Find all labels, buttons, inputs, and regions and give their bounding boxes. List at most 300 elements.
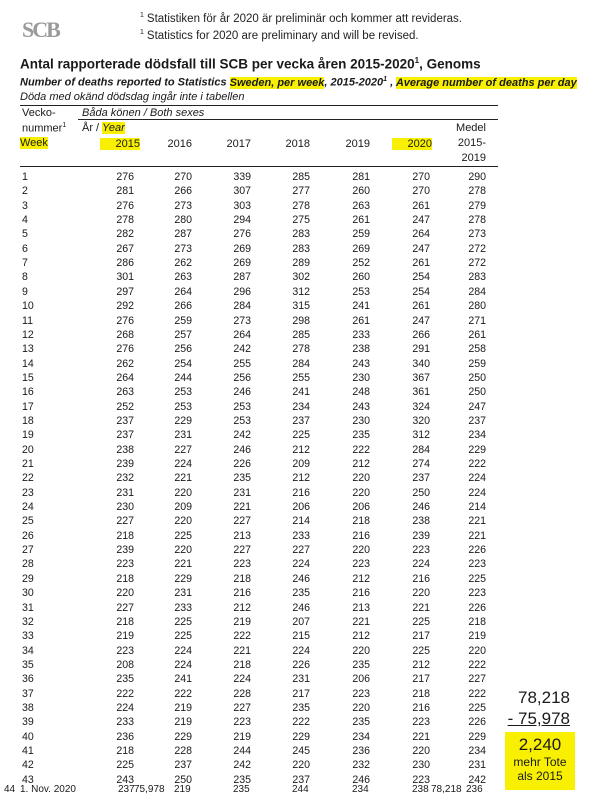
deaths-2015: 239 (116, 458, 134, 470)
deaths-2019: 212 (352, 630, 370, 643)
deaths-2020: 247 (412, 242, 430, 255)
week-number: 23 (22, 486, 34, 499)
deaths-2016: 220 (174, 515, 192, 528)
deaths-2018: 255 (292, 371, 310, 384)
deaths-2015: 220 (116, 587, 134, 600)
deaths-2017: 242 (233, 759, 251, 772)
deaths-2017: 242 (233, 429, 251, 442)
difference-label-2: als 2015 (517, 769, 563, 783)
deaths-2020: 218 (412, 687, 430, 700)
deaths-average: 221 (468, 529, 486, 542)
table-row (0, 372, 600, 386)
deaths-2016: 224 (174, 658, 192, 671)
deaths-2016: 259 (174, 314, 192, 327)
deaths-2020: 221 (412, 730, 430, 743)
deaths-2016: 254 (174, 357, 192, 370)
week-number: 38 (22, 701, 34, 714)
footnote-english: $^1$ Statistics for 2020 are preliminary and will be revised. (140, 29, 419, 42)
table-row (0, 602, 600, 616)
week-number: 42 (22, 759, 34, 772)
deaths-average: 258 (468, 343, 486, 356)
table-row (0, 487, 600, 501)
deaths-2016: 233 (174, 601, 192, 614)
medel-header-2: 2015- (457, 137, 486, 149)
deaths-2017: 253 (233, 414, 251, 427)
table-row (0, 429, 600, 443)
difference-label-1: mehr Tote (513, 755, 567, 769)
deaths-2020: 212 (412, 658, 430, 671)
deaths-average: 250 (468, 386, 486, 399)
deaths-2016: 209 (174, 501, 192, 514)
deaths-average: 250 (468, 371, 486, 384)
week-number: 43 (22, 773, 34, 786)
deaths-2017: 296 (233, 285, 251, 298)
week-number: 32 (22, 615, 34, 628)
header-bottom-rule (20, 166, 498, 167)
week-number: 10 (22, 300, 34, 313)
year-2020-header: 2020 (392, 138, 432, 150)
deaths-average: 273 (468, 228, 486, 241)
deaths-2020: 237 (412, 472, 430, 485)
deaths-2015: 225 (116, 759, 134, 772)
deaths-average: 223 (468, 558, 486, 571)
table-row (0, 228, 600, 242)
deaths-2017: 213 (233, 529, 251, 542)
last-row-2019: 234 (352, 784, 369, 795)
week-number: 12 (22, 328, 34, 341)
deaths-average: 221 (468, 515, 486, 528)
deaths-2019: 230 (352, 414, 370, 427)
deaths-average: 279 (468, 199, 486, 212)
calc-total-2015: - 75,978 (507, 709, 570, 728)
deaths-2016: 220 (174, 486, 192, 499)
deaths-2020: 217 (412, 673, 430, 686)
sexes-rule (78, 119, 498, 120)
deaths-2020: 266 (412, 328, 430, 341)
week-number: 13 (22, 343, 34, 356)
deaths-2017: 303 (233, 199, 251, 212)
difference-value: 2,240 (518, 735, 562, 754)
deaths-2018: 235 (292, 587, 310, 600)
deaths-2020: 264 (412, 228, 430, 241)
deaths-2017: 235 (233, 472, 251, 485)
deaths-2020: 223 (412, 544, 430, 557)
deaths-2016: 273 (174, 199, 192, 212)
deaths-2015: 208 (116, 658, 134, 671)
deaths-2017: 228 (233, 687, 251, 700)
deaths-2019: 216 (352, 529, 370, 542)
deaths-2018: 302 (292, 271, 310, 284)
deaths-2019: 233 (352, 328, 370, 341)
deaths-2020: 270 (412, 185, 430, 198)
week-number: 25 (22, 515, 34, 528)
deaths-2018: 227 (292, 544, 310, 557)
deaths-2020: 220 (412, 745, 430, 757)
week-number: 11 (22, 314, 33, 327)
deaths-2016: 264 (174, 285, 192, 298)
week-number: 2 (22, 185, 28, 198)
last-row-medel: 236 (466, 784, 483, 795)
year-2019-header: 2019 (345, 138, 370, 150)
deaths-2016: 237 (174, 759, 192, 772)
deaths-2015: 286 (116, 257, 134, 270)
deaths-2019: 222 (352, 443, 370, 456)
table-row (0, 171, 600, 185)
deaths-average: 226 (468, 601, 486, 614)
deaths-2015: 262 (116, 357, 134, 370)
deaths-2016: 231 (174, 587, 192, 600)
week-number: 40 (22, 730, 34, 743)
deaths-2015: 237 (116, 414, 134, 427)
deaths-2016: 266 (174, 300, 192, 313)
deaths-2016: 224 (174, 644, 192, 657)
deaths-2019: 220 (352, 701, 370, 714)
deaths-2019: 246 (352, 773, 370, 786)
week-number: 39 (22, 716, 34, 729)
deaths-2015: 237 (116, 429, 134, 442)
deaths-2016: 262 (174, 257, 192, 270)
deaths-average: 220 (468, 644, 486, 657)
deaths-average: 247 (468, 400, 486, 413)
deaths-2019: 238 (352, 343, 370, 356)
deaths-2016: 224 (174, 458, 192, 470)
deaths-2015: 264 (116, 371, 134, 384)
week-number: 17 (22, 400, 34, 413)
deaths-2017: 221 (233, 501, 251, 514)
deaths-2018: 234 (292, 400, 310, 413)
deaths-2017: 216 (233, 587, 251, 600)
deaths-2017: 276 (233, 228, 251, 241)
deaths-2016: 229 (174, 414, 192, 427)
deaths-average: 224 (468, 486, 486, 499)
deaths-2016: 253 (174, 386, 192, 399)
deaths-2018: 285 (292, 171, 310, 183)
week-number: 20 (22, 443, 34, 456)
deaths-average: 278 (468, 214, 486, 227)
deaths-2018: 222 (292, 716, 310, 729)
deaths-average: 227 (468, 673, 486, 686)
deaths-2016: 257 (174, 328, 192, 341)
deaths-2016: 222 (174, 687, 192, 700)
deaths-average: 224 (468, 472, 486, 485)
deaths-2015: 292 (116, 300, 134, 313)
calc-total-2020: 78,218 (518, 688, 570, 707)
deaths-2016: 221 (174, 472, 192, 485)
deaths-2019: 253 (352, 285, 370, 298)
deaths-average: 271 (468, 314, 486, 327)
deaths-2016: 250 (174, 773, 192, 786)
deaths-2019: 212 (352, 572, 370, 585)
deaths-average: 261 (468, 328, 486, 341)
deaths-2018: 278 (292, 343, 310, 356)
deaths-2016: 241 (174, 673, 192, 686)
deaths-2018: 233 (292, 529, 310, 542)
deaths-2015: 281 (116, 185, 134, 198)
deaths-2020: 238 (412, 515, 430, 528)
deaths-2015: 218 (116, 745, 134, 757)
deaths-2017: 227 (233, 701, 251, 714)
deaths-2017: 246 (233, 386, 251, 399)
deaths-2015: 276 (116, 314, 134, 327)
deaths-2016: 280 (174, 214, 192, 227)
deaths-average: 283 (468, 271, 486, 284)
table-row (0, 659, 600, 673)
deaths-2019: 259 (352, 228, 370, 241)
deaths-2020: 254 (412, 285, 430, 298)
last-row-sum-2015: 75,978 (134, 784, 165, 795)
week-number: 19 (22, 429, 34, 442)
deaths-2015: 219 (116, 630, 134, 643)
week-number: 33 (22, 630, 34, 643)
deaths-2019: 236 (352, 745, 370, 757)
table-top-rule (20, 105, 498, 106)
deaths-2016: 231 (174, 429, 192, 442)
deaths-2015: 252 (116, 400, 134, 413)
deaths-2020: 221 (412, 601, 430, 614)
deaths-2017: 273 (233, 314, 251, 327)
week-number: 6 (22, 242, 28, 255)
deaths-2020: 247 (412, 314, 430, 327)
year-header: År / Year (82, 122, 125, 134)
deaths-2020: 320 (412, 414, 430, 427)
col-header-nummer: nummer$^1$ (22, 122, 67, 135)
deaths-2016: 273 (174, 242, 192, 255)
week-number: 15 (22, 371, 34, 384)
deaths-2018: 207 (292, 615, 310, 628)
week-number: 36 (22, 673, 34, 686)
deaths-2018: 215 (292, 630, 310, 643)
deaths-2016: 225 (174, 615, 192, 628)
deaths-2016: 227 (174, 443, 192, 456)
deaths-2020: 217 (412, 630, 430, 643)
deaths-2017: 231 (233, 486, 251, 499)
deaths-2015: 222 (116, 687, 134, 700)
week-number: 24 (22, 501, 34, 514)
deaths-2019: 206 (352, 673, 370, 686)
deaths-2019: 223 (352, 687, 370, 700)
deaths-2019: 230 (352, 371, 370, 384)
deaths-2019: 235 (352, 429, 370, 442)
deaths-2020: 361 (412, 386, 430, 399)
deaths-average: 218 (468, 615, 486, 628)
week-number: 22 (22, 472, 34, 485)
deaths-2015: 223 (116, 644, 134, 657)
deaths-average: 278 (468, 185, 486, 198)
deaths-average: 222 (468, 658, 486, 671)
deaths-2020: 291 (412, 343, 430, 356)
deaths-2020: 367 (412, 371, 430, 384)
deaths-2019: 220 (352, 544, 370, 557)
week-number: 31 (22, 601, 34, 614)
deaths-2017: 218 (233, 572, 251, 585)
deaths-average: 219 (468, 630, 486, 643)
deaths-2016: 221 (174, 558, 192, 571)
last-row-sum-2020: 78,218 (431, 784, 462, 795)
deaths-2015: 243 (116, 773, 134, 786)
deaths-2018: 278 (292, 199, 310, 212)
table-row (0, 401, 600, 415)
deaths-2019: 263 (352, 199, 370, 212)
deaths-average: 284 (468, 285, 486, 298)
deaths-2018: 283 (292, 228, 310, 241)
deaths-2015: 282 (116, 228, 134, 241)
table-row (0, 544, 600, 558)
page-subtitle: Number of deaths reported to Statistics Sweden, per week, 2015-2020$^1$ , Average number of deaths per day (20, 76, 577, 89)
deaths-2016: 253 (174, 400, 192, 413)
table-row (0, 315, 600, 329)
deaths-average: 222 (468, 458, 486, 470)
week-number: 5 (22, 228, 28, 241)
deaths-2015: 276 (116, 343, 134, 356)
deaths-2016: 225 (174, 630, 192, 643)
year-2018-header: 2018 (285, 138, 310, 150)
table-row (0, 271, 600, 285)
deaths-2020: 246 (412, 501, 430, 514)
deaths-2016: 287 (174, 228, 192, 241)
deaths-2019: 252 (352, 257, 370, 270)
deaths-2017: 221 (233, 644, 251, 657)
deaths-2019: 248 (352, 386, 370, 399)
week-number: 9 (22, 285, 28, 298)
deaths-2017: 269 (233, 257, 251, 270)
table-row (0, 558, 600, 572)
deaths-2017: 224 (233, 673, 251, 686)
deaths-2017: 227 (233, 544, 251, 557)
deaths-2015: 301 (116, 271, 134, 284)
deaths-2019: 243 (352, 357, 370, 370)
deaths-2015: 230 (116, 501, 134, 514)
deaths-2018: 275 (292, 214, 310, 227)
deaths-2015: 224 (116, 701, 134, 714)
deaths-2019: 241 (352, 300, 370, 313)
week-number: 26 (22, 529, 34, 542)
deaths-2017: 287 (233, 271, 251, 284)
table-row (0, 472, 600, 486)
medel-header-3: 2019 (461, 152, 486, 164)
deaths-2017: 212 (233, 601, 251, 614)
table-row (0, 444, 600, 458)
week-number: 18 (22, 414, 34, 427)
table-row (0, 185, 600, 199)
deaths-2015: 223 (116, 558, 134, 571)
deaths-2015: 218 (116, 572, 134, 585)
scb-logo (22, 10, 59, 44)
deaths-2016: 266 (174, 185, 192, 198)
deaths-2017: 284 (233, 300, 251, 313)
table-row (0, 300, 600, 314)
deaths-2016: 229 (174, 730, 192, 743)
deaths-average: 242 (468, 773, 486, 786)
deaths-average: 234 (468, 429, 486, 442)
deaths-2015: 227 (116, 601, 134, 614)
deaths-2017: 246 (233, 443, 251, 456)
deaths-2020: 224 (412, 558, 430, 571)
week-number: 37 (22, 687, 34, 700)
deaths-2019: 235 (352, 658, 370, 671)
deaths-2020: 340 (412, 357, 430, 370)
deaths-2019: 216 (352, 587, 370, 600)
deaths-2018: 217 (292, 687, 310, 700)
deaths-2015: 263 (116, 386, 134, 399)
table-row (0, 573, 600, 587)
table-row (0, 616, 600, 630)
table-row (0, 286, 600, 300)
deaths-2020: 261 (412, 300, 430, 313)
table-row (0, 386, 600, 400)
deaths-2017: 269 (233, 242, 251, 255)
col-header-vecko: Vecko- (22, 107, 56, 119)
deaths-2017: 227 (233, 515, 251, 528)
deaths-2017: 255 (233, 357, 251, 370)
deaths-2020: 254 (412, 271, 430, 284)
deaths-2018: 237 (292, 414, 310, 427)
deaths-2017: 307 (233, 185, 251, 198)
table-row (0, 243, 600, 257)
deaths-2018: 277 (292, 185, 310, 198)
deaths-average: 225 (468, 572, 486, 585)
week-number: 41 (22, 745, 34, 757)
deaths-2019: 260 (352, 185, 370, 198)
deaths-2018: 283 (292, 242, 310, 255)
medel-header-1: Medel (456, 122, 486, 134)
deaths-2019: 281 (352, 171, 370, 183)
week-number: 28 (22, 558, 34, 571)
deaths-2020: 225 (412, 615, 430, 628)
deaths-2015: 267 (116, 242, 134, 255)
deaths-2018: 246 (292, 601, 310, 614)
deaths-2015: 218 (116, 615, 134, 628)
deaths-2019: 218 (352, 515, 370, 528)
svg-text:SCB: SCB (22, 17, 59, 42)
deaths-average: 226 (468, 716, 486, 729)
deaths-average: 234 (468, 745, 486, 757)
col-header-week: Week (20, 137, 48, 149)
deaths-2017: 226 (233, 458, 251, 470)
deaths-2020: 247 (412, 214, 430, 227)
week-number: 21 (22, 458, 34, 470)
deaths-2019: 232 (352, 759, 370, 772)
table-row (0, 501, 600, 515)
deaths-average: 280 (468, 300, 486, 313)
deaths-2015: 276 (116, 171, 134, 183)
deaths-average: 229 (468, 730, 486, 743)
deaths-2019: 213 (352, 601, 370, 614)
deaths-2017: 339 (233, 171, 251, 183)
deaths-2016: 228 (174, 745, 192, 757)
deaths-2019: 235 (352, 716, 370, 729)
deaths-2020: 274 (412, 458, 430, 470)
week-number: 29 (22, 572, 34, 585)
table-row (0, 587, 600, 601)
deaths-2020: 225 (412, 644, 430, 657)
table-row (0, 458, 600, 472)
deaths-2018: 245 (292, 745, 310, 757)
deaths-2018: 298 (292, 314, 310, 327)
deaths-2016: 244 (174, 371, 192, 384)
table-row (0, 343, 600, 357)
deaths-2018: 224 (292, 644, 310, 657)
deaths-2018: 206 (292, 501, 310, 514)
table-row (0, 673, 600, 687)
deaths-2020: 284 (412, 443, 430, 456)
deaths-2017: 219 (233, 615, 251, 628)
both-sexes-header: Båda könen / Both sexes (82, 107, 205, 119)
deaths-2020: 261 (412, 257, 430, 270)
deaths-2018: 209 (292, 458, 310, 470)
deaths-2019: 234 (352, 730, 370, 743)
deaths-2018: 229 (292, 730, 310, 743)
deaths-2019: 261 (352, 214, 370, 227)
